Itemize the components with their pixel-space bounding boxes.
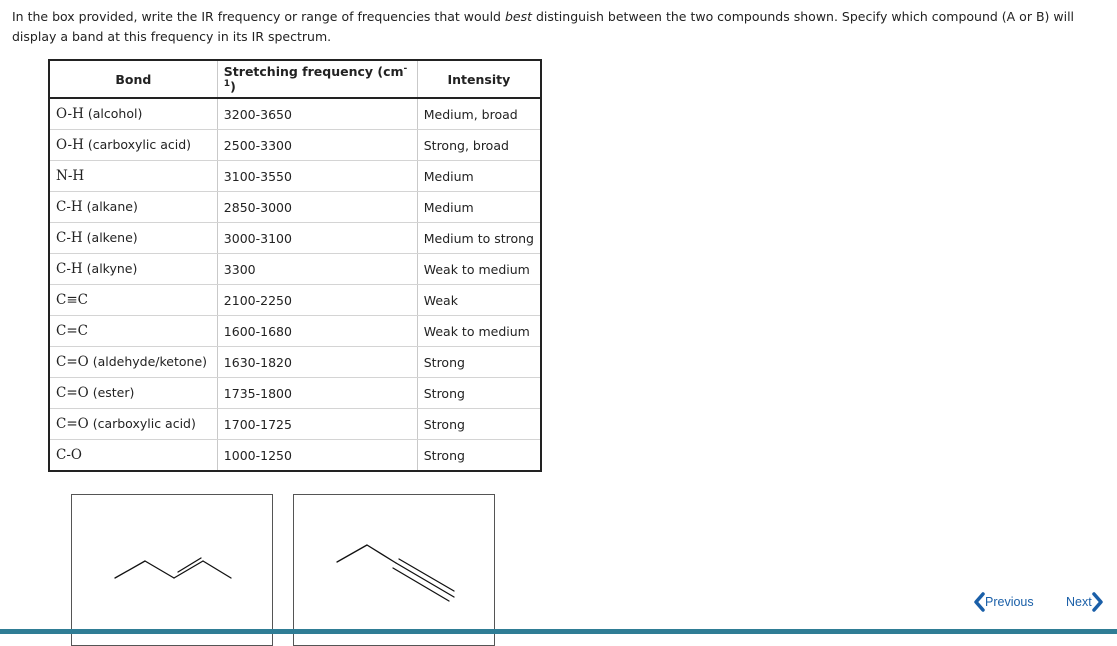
- table-row: [49, 161, 541, 192]
- question-prompt: [12, 7, 1107, 47]
- bond-note: (alkene): [86, 230, 138, 245]
- table-row: [49, 409, 541, 440]
- previous-label: Previous: [985, 595, 1034, 609]
- frequency-cell: 3000-3100: [217, 223, 417, 254]
- frequency-cell: 1630-1820: [217, 347, 417, 378]
- bond-cell: [49, 316, 217, 347]
- table-row: [49, 130, 541, 161]
- compound-b-structure: [294, 495, 494, 645]
- frequency-cell: 2100-2250: [217, 285, 417, 316]
- bond-cell: [49, 130, 217, 161]
- prompt-text-2: distinguish between the two compounds shown. Specify which compound (A or B) will display a band at this frequency in its IR spectrum.: [12, 9, 1075, 44]
- header-frequency-close: ): [230, 79, 236, 95]
- intensity-cell: Strong, broad: [417, 130, 541, 161]
- bond-symbol: C-H: [56, 261, 83, 277]
- next-button[interactable]: [1066, 592, 1104, 612]
- bond-symbol: O-H: [56, 106, 84, 122]
- table-row: [49, 254, 541, 285]
- table-row: [49, 440, 541, 472]
- bond-b-1: [337, 545, 367, 562]
- header-frequency-unit-exp: -1: [223, 63, 408, 89]
- bond-cell: [49, 440, 217, 472]
- bond-b-2: [367, 545, 396, 563]
- frequency-cell: 2850-3000: [217, 192, 417, 223]
- bond-note: (alcohol): [87, 106, 143, 121]
- intensity-cell: Strong: [417, 347, 541, 378]
- intensity-cell: Weak to medium: [417, 254, 541, 285]
- frequency-cell: 1735-1800: [217, 378, 417, 409]
- bond-a-3-double: [178, 558, 201, 572]
- bond-a-2: [145, 561, 174, 578]
- intensity-cell: Strong: [417, 409, 541, 440]
- header-frequency: [217, 60, 417, 98]
- intensity-cell: Medium: [417, 161, 541, 192]
- bond-symbol: C-O: [56, 447, 82, 463]
- bond-note: (alkane): [86, 199, 138, 214]
- prompt-text-1: In the box provided, write the IR frequency or range of frequencies that would: [12, 9, 505, 24]
- bond-symbol: C=O: [56, 385, 89, 401]
- header-frequency-label: Stretching frequency (cm: [223, 64, 404, 79]
- frequency-cell: 1600-1680: [217, 316, 417, 347]
- chevron-left-icon: [973, 592, 985, 612]
- next-label: Next: [1066, 595, 1092, 609]
- bond-b-triple-center: [396, 563, 454, 597]
- table-row: [49, 192, 541, 223]
- bond-symbol: C-H: [56, 230, 83, 246]
- bond-cell: [49, 98, 217, 130]
- header-intensity: Intensity: [417, 60, 541, 98]
- frequency-cell: 3200-3650: [217, 98, 417, 130]
- bond-a-3: [174, 561, 203, 578]
- frequency-cell: 2500-3300: [217, 130, 417, 161]
- table-row: [49, 98, 541, 130]
- bond-symbol: O-H: [56, 137, 84, 153]
- bond-cell: [49, 378, 217, 409]
- compound-a-structure: [72, 495, 272, 645]
- bond-cell: [49, 192, 217, 223]
- frequency-cell: 3300: [217, 254, 417, 285]
- frequency-cell: 1700-1725: [217, 409, 417, 440]
- intensity-cell: Weak: [417, 285, 541, 316]
- ir-frequency-table: [48, 59, 542, 472]
- previous-button[interactable]: [973, 592, 1034, 612]
- table-row: [49, 285, 541, 316]
- bond-cell: [49, 347, 217, 378]
- table-header-row: [49, 60, 541, 98]
- frequency-cell: 1000-1250: [217, 440, 417, 472]
- bond-a-1: [115, 561, 145, 578]
- intensity-cell: Strong: [417, 378, 541, 409]
- intensity-cell: Strong: [423, 447, 465, 463]
- bond-cell: [49, 409, 217, 440]
- bond-symbol: C=O: [56, 354, 89, 370]
- compound-a-box: [71, 494, 273, 646]
- bond-note: (aldehyde/ketone): [92, 354, 208, 369]
- bond-b-triple-upper: [399, 559, 454, 591]
- intensity-cell: Medium to strong: [417, 223, 541, 254]
- bond-note: (carboxylic acid): [87, 137, 192, 152]
- bond-symbol: C-H: [56, 199, 83, 215]
- bond-note: (ester): [92, 385, 135, 400]
- bond-cell: [49, 223, 217, 254]
- intensity-cell: Medium, broad: [417, 98, 541, 130]
- prompt-emphasis: best: [504, 9, 532, 24]
- compound-b-box: [293, 494, 495, 646]
- bond-b-triple-lower: [393, 568, 449, 601]
- table-row: [49, 316, 541, 347]
- chevron-right-icon: [1092, 592, 1104, 612]
- frequency-cell: 3100-3550: [217, 161, 417, 192]
- table-row: [49, 223, 541, 254]
- table-row: [49, 378, 541, 409]
- bond-symbol: C=O: [56, 416, 89, 432]
- bond-symbol: C=C: [56, 323, 88, 339]
- bond-cell: [49, 161, 217, 192]
- bond-note: (alkyne): [86, 261, 138, 276]
- bond-note: (carboxylic acid): [92, 416, 196, 431]
- bond-cell: [49, 285, 217, 316]
- table-row: [49, 347, 541, 378]
- bond-a-4: [203, 561, 231, 578]
- bond-cell: [49, 254, 217, 285]
- bond-symbol: C≡C: [56, 292, 88, 308]
- intensity-cell: Medium: [417, 192, 541, 223]
- table-body: [49, 98, 541, 471]
- intensity-cell: Weak to medium: [417, 316, 541, 347]
- header-bond: Bond: [49, 60, 217, 98]
- bond-symbol: N-H: [56, 168, 85, 184]
- bottom-bar: [0, 629, 1117, 634]
